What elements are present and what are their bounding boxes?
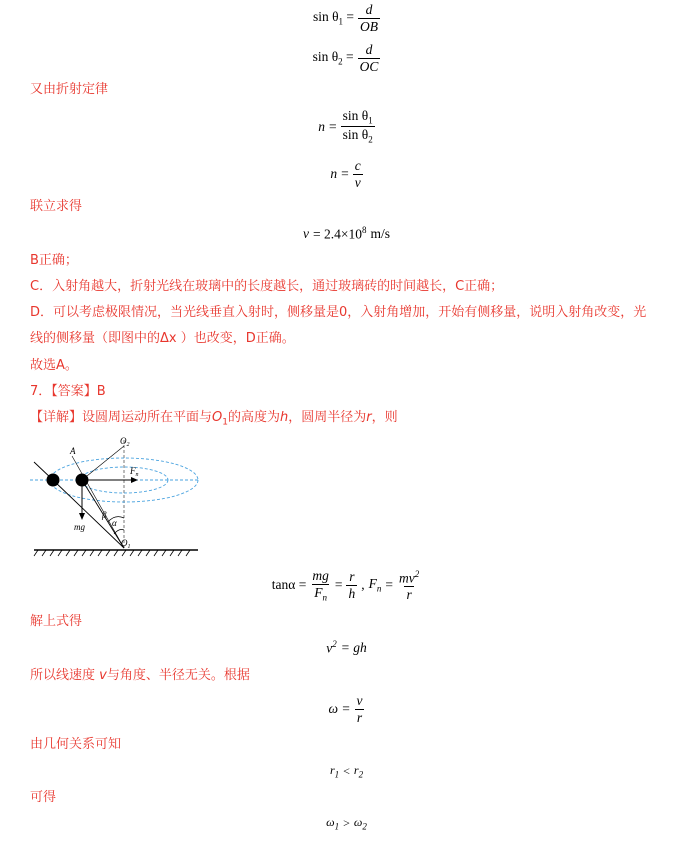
formula-r-compare: $r_1$ < $r_2$: [329, 763, 364, 780]
text-choose-a: 故选A。: [30, 358, 78, 373]
formula-refractive-index: n = $\frac{\sin \theta_1}{\sin \theta_2}$: [318, 108, 373, 145]
text-explanation: 【详解】设圆周运动所在平面与$O_1$的高度为h，圆周半径为r，则: [30, 410, 398, 428]
text-solve: 解上式得: [30, 614, 83, 629]
label-A: A: [70, 446, 76, 456]
formula-n-c-v: n = $\frac{c}{v}$: [330, 158, 361, 190]
formula-velocity-result: v = $2.4\times 10^8$ m/s: [303, 225, 390, 242]
ground-hatch: [34, 550, 190, 556]
text-option-d-line2: 线的侧移量（即图中的Δx ）也改变，D正确。: [30, 331, 295, 346]
text-obtain: 可得: [30, 790, 57, 805]
label-beta: β: [102, 510, 107, 520]
text-b-correct: B正确；: [30, 253, 78, 268]
label-alpha: α: [112, 518, 117, 528]
formula-omega: ω = $\frac{v}{r}$: [328, 693, 363, 725]
ball-outer: [47, 474, 60, 487]
label-O2: $O_2$: [120, 436, 130, 448]
text-linear-speed: 所以线速度 v与角度、半径无关。根据: [30, 668, 250, 683]
text-option-d-line1: D．可以考虑极限情况，当光线垂直入射时，侧移量是0，入射角增加，开始有侧移量，说明入射角改变，光: [30, 305, 647, 320]
line-to-O2: [82, 446, 124, 480]
formula-sin-theta2: $\sin \theta_2$ = $\frac{d}{OC}$: [312, 42, 379, 74]
text-answer-7: 7．【答案】B: [30, 384, 106, 399]
formula-sin-theta1: $\sin \theta_1$ = $\frac{d}{OB}$: [312, 2, 379, 34]
ball-inner: [76, 474, 89, 487]
text-combine: 联立求得: [30, 199, 83, 214]
text-option-c: C．入射角越大，折射光线在玻璃中的长度越长，通过玻璃砖的时间越长，C正确；: [30, 279, 504, 294]
label-mg: mg: [74, 522, 85, 532]
formula-tan-alpha: tanα = $\frac{mg}{F_n}$ = $\frac{r}{h}$ , $F_n$ = $\frac{mv^2}{r}$: [271, 568, 420, 603]
formula-omega-compare: $\omega_1$ > $\omega_2$: [326, 815, 367, 832]
label-Fn: $F_n$: [130, 466, 139, 478]
formula-v-squared: $v^2$ = gh: [326, 639, 367, 656]
conical-pendulum-figure: [28, 432, 208, 557]
label-O1: $O_1$: [121, 538, 131, 550]
gravity-arrowhead: [79, 513, 85, 520]
text-geometry: 由几何关系可知: [30, 737, 122, 752]
line-to-A: [72, 456, 124, 548]
text-refraction-law: 又由折射定律: [30, 82, 109, 97]
